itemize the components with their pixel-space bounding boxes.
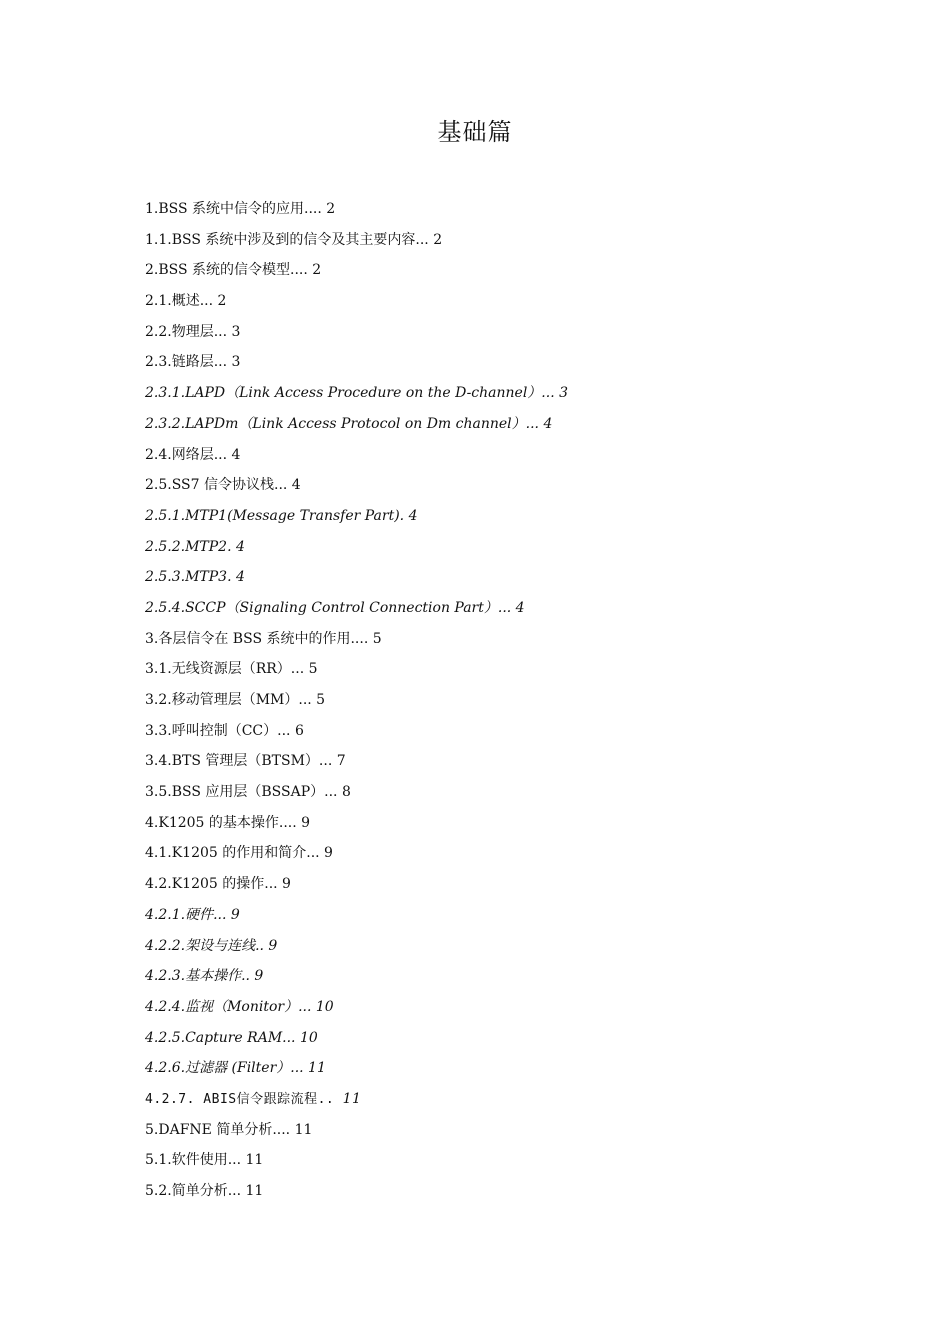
toc-entry-text: 2.5.2.MTP2. 4 — [145, 538, 245, 555]
toc-entry-page-number: 11 — [342, 1090, 362, 1107]
toc-entry-text: 4.2.5.Capture RAM... 10 — [145, 1029, 318, 1046]
toc-entry[interactable] — [145, 1023, 845, 1054]
toc-entry[interactable] — [145, 501, 845, 532]
toc-entry-text: 3.各层信令在 BSS 系统中的作用.... 5 — [145, 630, 382, 647]
toc-entry-text: 5.DAFNE 简单分析.... 11 — [145, 1121, 313, 1138]
toc-entry[interactable] — [145, 931, 845, 962]
toc-entry[interactable] — [145, 808, 845, 839]
toc-entry[interactable] — [145, 961, 845, 992]
toc-entry-text: 2.1.概述... 2 — [145, 293, 227, 310]
toc-entry-text: 2.3.1.LAPD（Link Access Procedure on the D-channel）... 3 — [145, 385, 569, 402]
toc-entry[interactable] — [145, 1115, 845, 1146]
toc-entry-text: 4.2.2.架设与连线.. 9 — [145, 937, 278, 954]
toc-entry[interactable] — [145, 716, 845, 747]
toc-entry-text: 5.1.软件使用... 11 — [145, 1152, 264, 1169]
toc-entry-text: 4.2.1.硬件... 9 — [145, 906, 240, 923]
toc-entry-text: 4.1.K1205 的作用和简介... 9 — [145, 845, 333, 862]
toc-entry[interactable] — [145, 1176, 845, 1207]
toc-entry[interactable] — [145, 286, 845, 317]
toc-entry-text: 4.K1205 的基本操作.... 9 — [145, 814, 311, 831]
toc-entry[interactable] — [145, 317, 845, 348]
toc-entry[interactable] — [145, 593, 845, 624]
table-of-contents — [145, 194, 845, 1207]
toc-entry-text: 2.3.2.LAPDm（Link Access Protocol on Dm channel）... 4 — [145, 415, 553, 432]
toc-entry[interactable] — [145, 654, 845, 685]
toc-entry-text: 2.3.链路层... 3 — [145, 354, 241, 371]
toc-entry-text: 2.2.物理层... 3 — [145, 323, 241, 340]
toc-entry[interactable] — [145, 225, 845, 256]
toc-entry-text: 1.1.BSS 系统中涉及到的信令及其主要内容... 2 — [145, 231, 443, 248]
toc-entry[interactable] — [145, 777, 845, 808]
toc-entry[interactable] — [145, 624, 845, 655]
page-title: 基础篇 — [437, 118, 513, 146]
toc-entry[interactable] — [145, 532, 845, 563]
toc-entry-text: 4.2.4.监视（Monitor）... 10 — [145, 998, 334, 1015]
toc-entry[interactable] — [145, 1084, 845, 1115]
toc-entry[interactable] — [145, 378, 845, 409]
toc-entry[interactable] — [145, 1145, 845, 1176]
toc-entry[interactable] — [145, 992, 845, 1023]
toc-entry[interactable] — [145, 685, 845, 716]
toc-entry[interactable] — [145, 900, 845, 931]
toc-entry-text: 1.BSS 系统中信令的应用.... 2 — [145, 201, 336, 217]
toc-entry-text: 3.4.BTS 管理层（BTSM）... 7 — [145, 753, 346, 770]
toc-entry-text: 2.5.SS7 信令协议栈... 4 — [145, 477, 301, 494]
toc-entry-text: 3.1.无线资源层（RR）... 5 — [145, 661, 318, 678]
toc-entry[interactable] — [145, 409, 845, 440]
toc-entry-text: 4.2.K1205 的操作... 9 — [145, 876, 291, 893]
toc-entry-text: 3.3.呼叫控制（CC）... 6 — [145, 722, 304, 739]
toc-entry-text: 2.4.网络层... 4 — [145, 446, 241, 463]
toc-entry[interactable] — [145, 440, 845, 471]
toc-entry[interactable] — [145, 255, 845, 286]
toc-entry-text: 5.2.简单分析... 11 — [145, 1183, 264, 1199]
toc-entry[interactable] — [145, 838, 845, 869]
toc-entry[interactable] — [145, 347, 845, 378]
toc-entry[interactable] — [145, 470, 845, 501]
toc-entry-text: 2.5.1.MTP1(Message Transfer Part). 4 — [145, 507, 418, 524]
toc-entry-text: 3.2.移动管理层（MM）... 5 — [145, 692, 326, 708]
toc-entry-text: 4.2.6.过滤器 (Filter）... 11 — [145, 1060, 326, 1077]
toc-entry[interactable] — [145, 1053, 845, 1084]
toc-entry[interactable] — [145, 746, 845, 777]
toc-entry-text: 2.5.3.MTP3. 4 — [145, 569, 245, 586]
toc-entry-text: 4.2.7. ABIS信令跟踪流程.. — [145, 1091, 335, 1107]
toc-entry[interactable] — [145, 562, 845, 593]
toc-entry[interactable] — [145, 869, 845, 900]
toc-entry-text: 2.5.4.SCCP（Signaling Control Connection Part）... 4 — [145, 599, 525, 616]
toc-entry-text: 4.2.3.基本操作.. 9 — [145, 968, 264, 985]
toc-entry-text: 2.BSS 系统的信令模型.... 2 — [145, 262, 322, 279]
toc-entry[interactable] — [145, 194, 845, 225]
toc-entry-text: 3.5.BSS 应用层（BSSAP）... 8 — [145, 784, 351, 801]
